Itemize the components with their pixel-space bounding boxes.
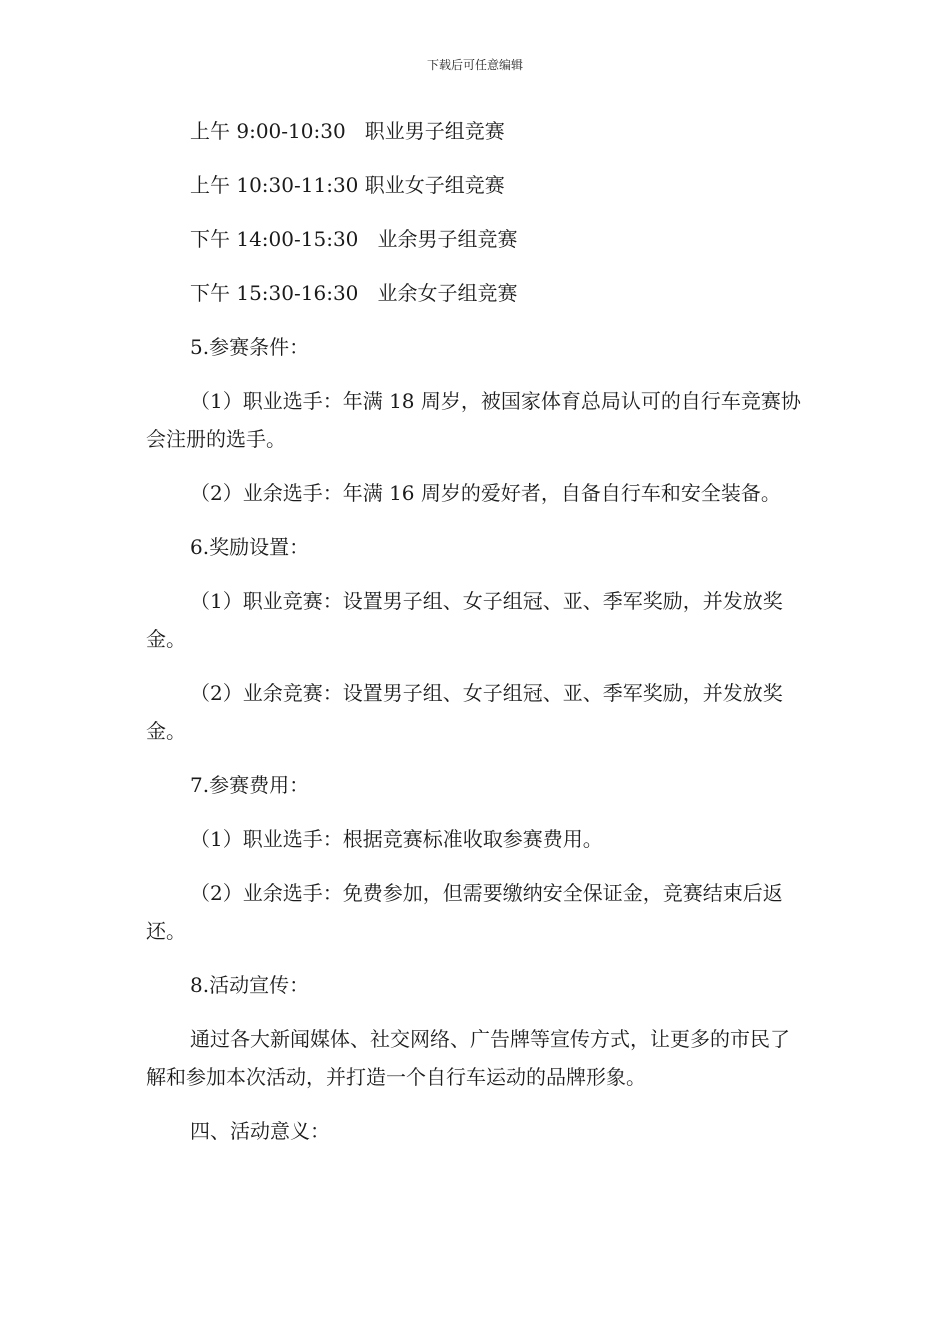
paragraph: （2）业余选手：年满 16 周岁的爱好者，自备自行车和安全装备。 (190, 481, 781, 505)
schedule-time: 下午 14:00-15:30 (190, 227, 359, 251)
schedule-item (146, 220, 806, 258)
schedule-event: 业余男子组竞赛 (377, 227, 518, 251)
document-body (146, 112, 806, 1150)
schedule-item (146, 112, 806, 150)
paragraph: （2）业余选手：免费参加，但需要缴纳安全保证金，竞赛结束后返还。 (146, 881, 783, 943)
section-heading: 6.奖励设置： (190, 535, 310, 559)
section-heading: 7.参赛费用： (190, 773, 310, 797)
schedule-item (146, 166, 806, 204)
schedule-time: 下午 15:30-16:30 (190, 281, 359, 305)
page-header: 下载后可任意编辑 (426, 58, 523, 72)
paragraph: （2）业余竞赛：设置男子组、女子组冠、亚、季军奖励，并发放奖金。 (146, 681, 783, 743)
section-heading: 四、活动意义： (190, 1119, 330, 1143)
paragraph: （1）职业选手：根据竞赛标准收取参赛费用。 (190, 827, 603, 851)
section-heading: 8.活动宣传： (190, 973, 310, 997)
paragraph: （1）职业竞赛：设置男子组、女子组冠、亚、季军奖励，并发放奖金。 (146, 589, 783, 651)
schedule-event: 职业男子组竞赛 (364, 119, 505, 143)
schedule-item (146, 274, 806, 312)
paragraph: 通过各大新闻媒体、社交网络、广告牌等宣传方式，让更多的市民了解和参加本次活动，并打造一个自行车运动的品牌形象。 (146, 1027, 790, 1089)
schedule-time: 上午 10:30-11:30 (190, 173, 359, 197)
schedule-event: 职业女子组竞赛 (364, 173, 505, 197)
schedule-event: 业余女子组竞赛 (377, 281, 518, 305)
paragraph: （1）职业选手：年满 18 周岁，被国家体育总局认可的自行车竞赛协会注册的选手。 (146, 389, 801, 451)
section-heading: 5.参赛条件： (190, 335, 310, 359)
schedule-time: 上午 9:00-10:30 (190, 119, 346, 143)
